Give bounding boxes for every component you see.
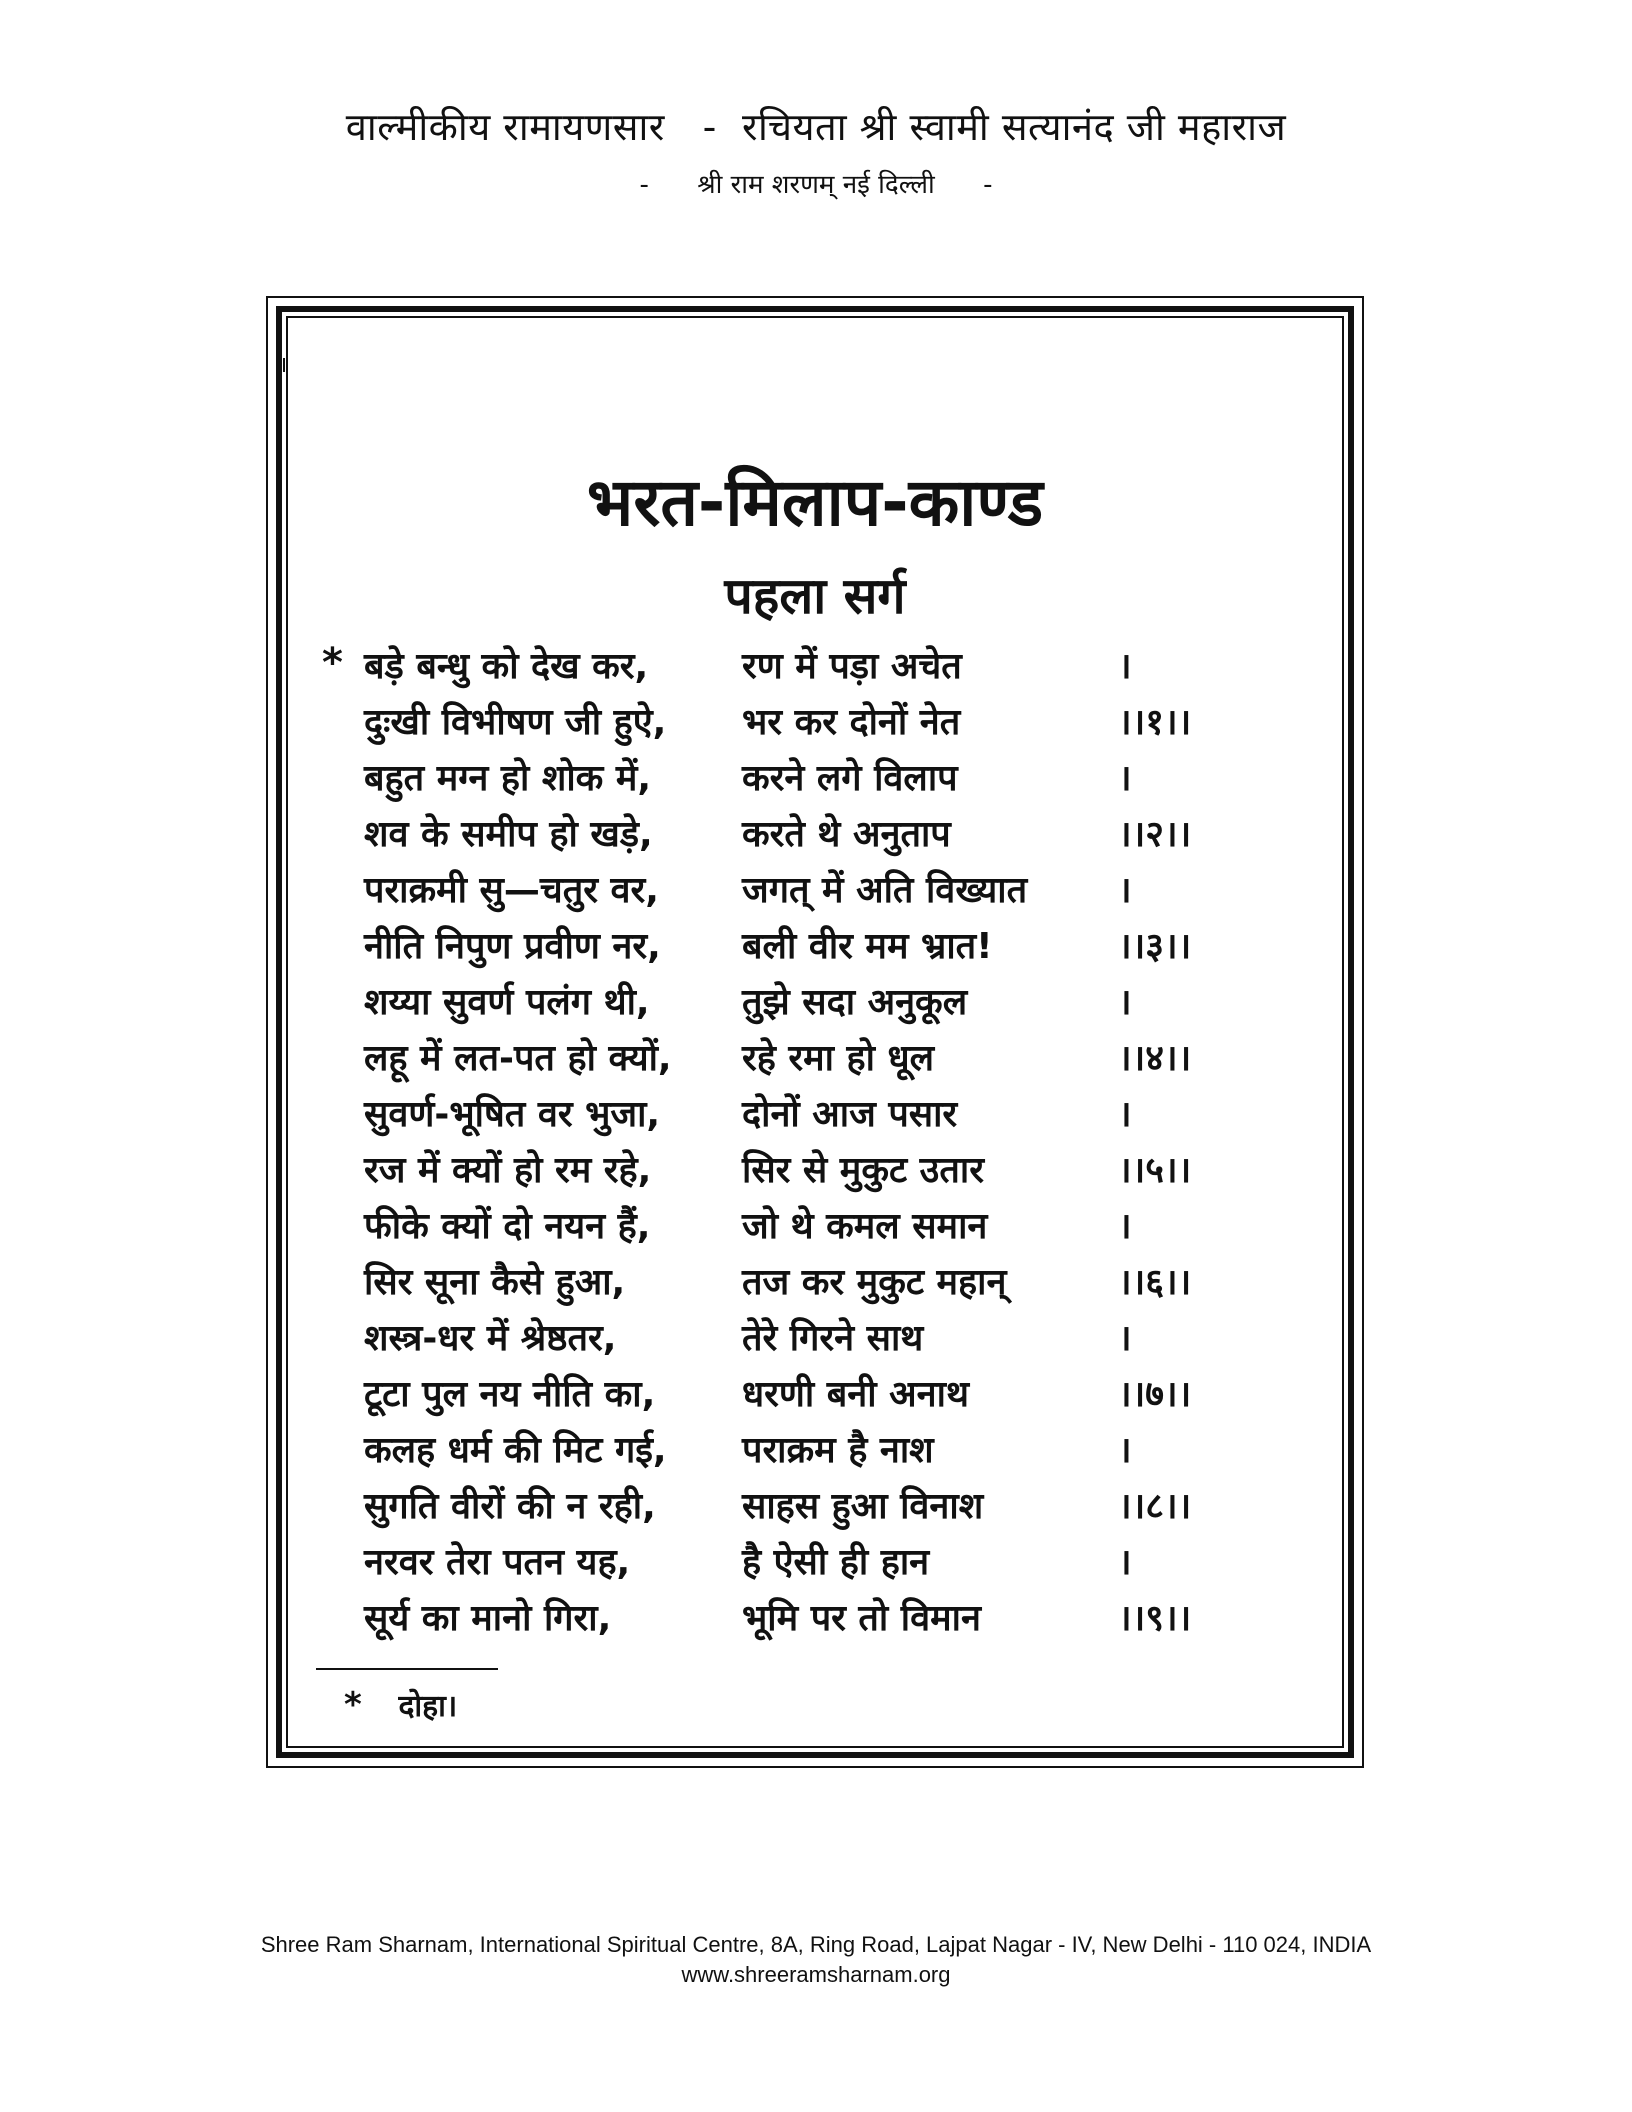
header-separator: - [702,105,717,149]
verse-second-half: करते थे अनुताप [742,814,951,855]
verse-line [0,1256,1632,1312]
verse-number-mark: । [1118,1430,1132,1471]
verse-line [0,1312,1632,1368]
verse-first-half: बहुत मग्न हो शोक में, [364,758,652,799]
footer-address: Shree Ram Sharnam, International Spiritual Centre, 8A, Ring Road, Lajpat Nagar - IV, New Delhi - 110 024, INDIA [260,1932,1372,1957]
footnote [344,1684,457,1725]
book-header [0,100,1632,152]
verse-second-half: तेरे गिरने साथ [742,1318,924,1359]
verse-line [0,1424,1632,1480]
verse-line [0,976,1632,1032]
verse-second-half: रण में पड़ा अचेत [742,646,962,687]
verse-second-half: तुझे सदा अनुकूल [742,982,968,1023]
footnote-divider [316,1668,498,1670]
verse-asterisk-icon: * [322,640,343,686]
verse-second-half: धरणी बनी अनाथ [742,1374,969,1415]
verse-second-half: दोनों आज पसार [742,1094,958,1135]
verse-number-mark: ।।३।। [1118,926,1192,967]
verse-second-half: सिर से मुकुट उतार [742,1150,984,1191]
verse-second-half: जगत् में अति विख्यात [742,870,1028,911]
verse-first-half: टूटा पुल नय नीति का, [364,1374,656,1415]
footnote-text: दोहा। [398,1689,458,1724]
verse-number-mark: ।।९।। [1118,1598,1192,1639]
verse-number-mark: । [1118,1318,1132,1359]
verse-first-half: पराक्रमी सु—चतुर वर, [364,870,659,911]
org-line [0,165,1632,201]
verse-number-mark: । [1118,758,1132,799]
verse-line [0,920,1632,976]
verse-line [0,1200,1632,1256]
verse-second-half: करने लगे विलाप [742,758,958,799]
verse-second-half: है ऐसी ही हान [742,1542,930,1583]
verse-first-half: फीके क्यों दो नयन हैं, [364,1206,651,1247]
chapter-title: भरत-मिलाप-काण्ड [586,464,1044,541]
verse-second-half: भर कर दोनों नेत [742,702,961,743]
verse-first-half: नरवर तेरा पतन यह, [364,1542,631,1583]
verse-line [0,1032,1632,1088]
verse-first-half: नीति निपुण प्रवीण नर, [364,926,661,967]
org-dash-left: - [639,170,649,200]
verse-first-half: दुःखी विभीषण जी हुऐ, [364,702,667,743]
verse-first-half: शव के समीप हो खड़े, [364,814,653,855]
verse-first-half: कलह धर्म की मिट गई, [364,1430,667,1471]
verse-line [0,752,1632,808]
verse-first-half: लहू में लत-पत हो क्यों, [364,1038,672,1079]
verse-second-half: भूमि पर तो विमान [742,1598,981,1639]
verse-number-mark: ।।६।। [1118,1262,1192,1303]
verse-number-mark: ।।७।। [1118,1374,1192,1415]
verse-first-half: सुगति वीरों की न रही, [364,1486,656,1527]
verse-line [0,1536,1632,1592]
verse-second-half: पराक्रम है नाश [742,1430,934,1471]
verse-line [0,864,1632,920]
org-name: श्री राम शरणम् नई दिल्ली [697,170,935,200]
chapter-subtitle: पहला सर्ग [724,567,906,625]
verse-line [0,640,1632,696]
verse-first-half: रज में क्यों हो रम रहे, [364,1150,652,1191]
verse-second-half: बली वीर मम भ्रात! [742,926,993,967]
verse-first-half: शय्या सुवर्ण पलंग थी, [364,982,650,1023]
verse-line [0,808,1632,864]
verse-second-half: साहस हुआ विनाश [742,1486,984,1527]
verse-number-mark: । [1118,1206,1132,1247]
footnote-asterisk-icon: * [344,1685,362,1725]
verse-first-half: शस्त्र-धर में श्रेष्ठतर, [364,1318,617,1359]
verse-number-mark: । [1118,982,1132,1023]
verse-first-half: सूर्य का मानो गिरा, [364,1598,612,1639]
verse-first-half: सिर सूना कैसे हुआ, [364,1262,626,1303]
book-title: वाल्मीकीय रामायणसार [345,105,665,149]
verse-number-mark: ।।८।। [1118,1486,1192,1527]
verse-number-mark: । [1118,1542,1132,1583]
verse-first-half: बड़े बन्धु को देख कर, [364,646,649,687]
verse-second-half: जो थे कमल समान [742,1206,988,1247]
verse-number-mark: ।।४।। [1118,1038,1192,1079]
verse-line [0,696,1632,752]
author-line: रचियता श्री स्वामी सत्यानंद जी महाराज [741,105,1287,149]
verse-second-half: तज कर मुकुट महान् [742,1262,1007,1303]
frame-tick-mark [283,358,285,372]
verse-first-half: सुवर्ण-भूषित वर भुजा, [364,1094,661,1135]
verse-line [0,1368,1632,1424]
verse-line [0,1480,1632,1536]
verse-list [0,640,1632,1650]
footer-website-link[interactable]: www.shreeramsharnam.org [681,1962,951,1987]
verse-number-mark: ।।१।। [1118,702,1192,743]
verse-line [0,1592,1632,1648]
verse-line [0,1144,1632,1200]
verse-number-mark: ।।५।। [1118,1150,1192,1191]
verse-number-mark: । [1118,646,1132,687]
verse-number-mark: । [1118,1094,1132,1135]
verse-number-mark: । [1118,870,1132,911]
verse-line [0,1088,1632,1144]
verse-number-mark: ।।२।। [1118,814,1192,855]
verse-second-half: रहे रमा हो धूल [742,1038,935,1079]
org-dash-right: - [983,170,993,200]
